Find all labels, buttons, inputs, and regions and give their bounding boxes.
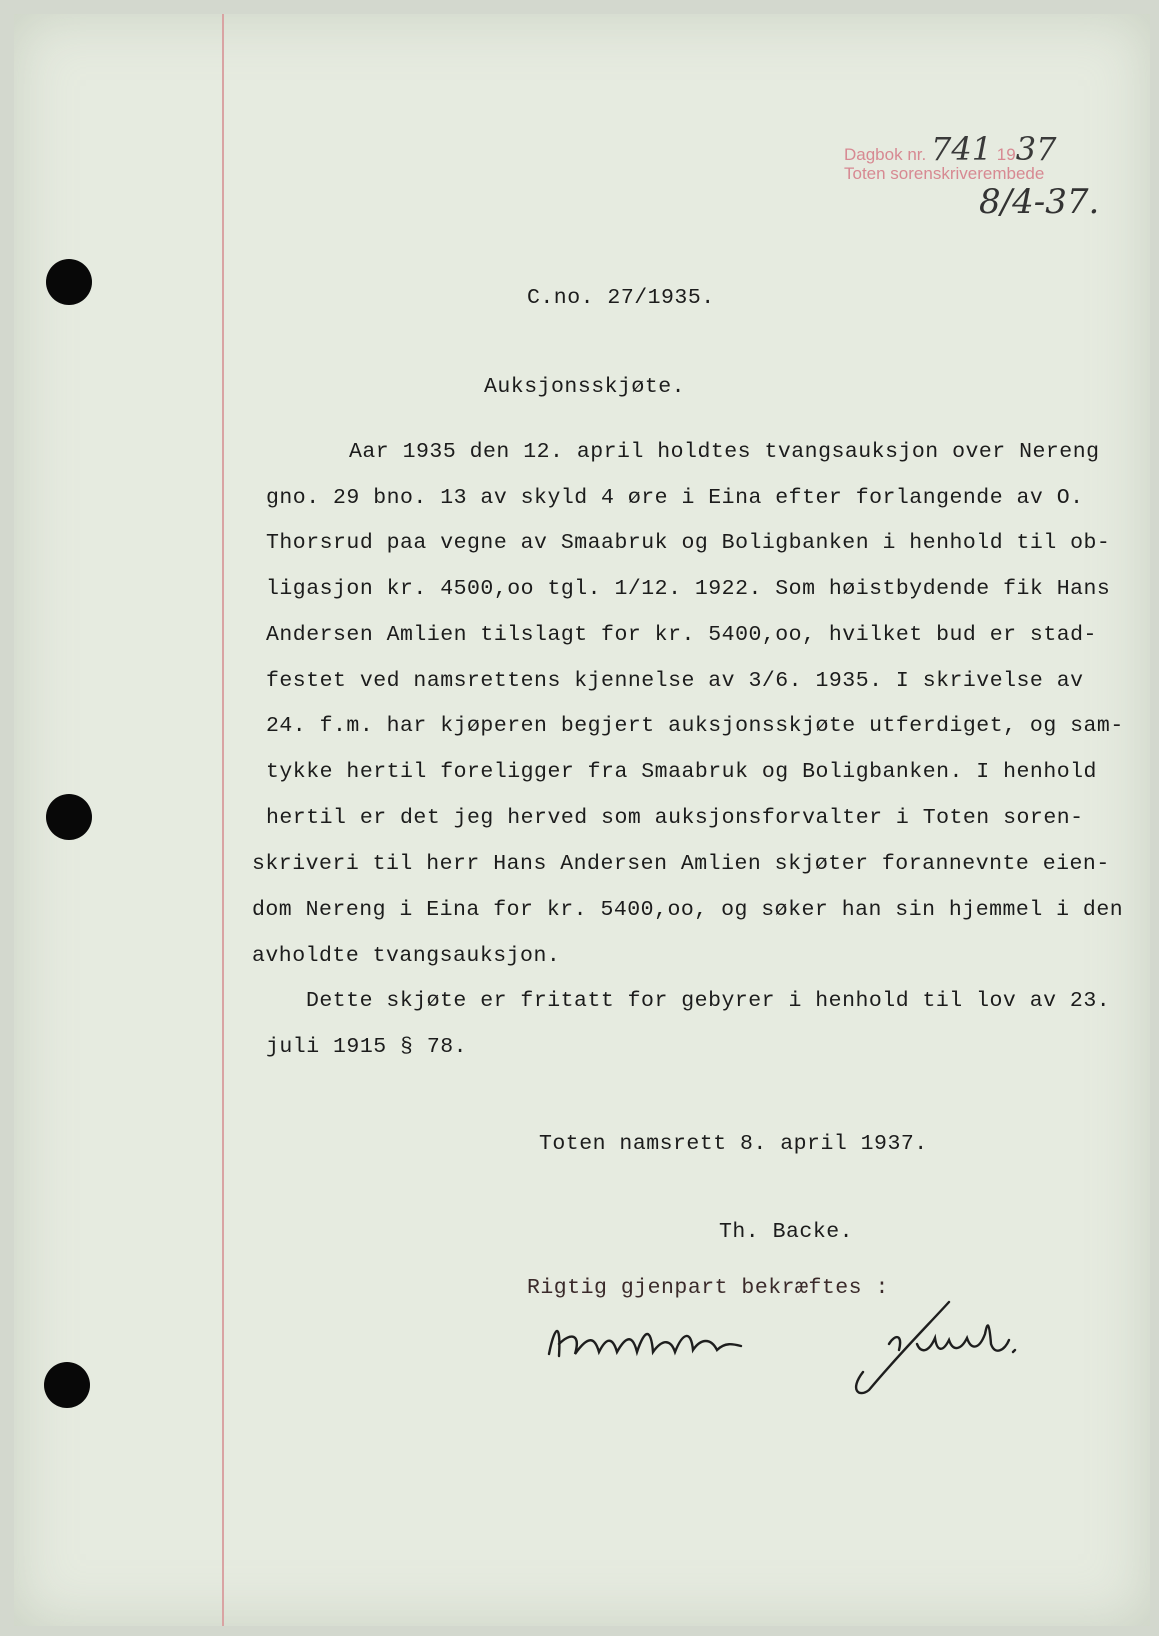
stamp-date: 8/4-37. — [979, 182, 1100, 222]
stamp-label: Dagbok nr. — [844, 145, 927, 164]
signatory-name: Th. Backe. — [719, 1220, 854, 1244]
stamp-line-1 — [844, 130, 1056, 168]
stamp-number: 741 — [930, 130, 993, 168]
case-number: C.no. 27/1935. — [527, 286, 715, 310]
body-line: tykke hertil foreligger fra Smaabruk og Boligbanken. I henhold — [266, 760, 1097, 784]
certification-note: Rigtig gjenpart bekræftes : — [527, 1276, 889, 1300]
body-line: festet ved namsrettens kjennelse av 3/6. 1935. I skrivelse av — [266, 669, 1084, 693]
margin-line — [222, 14, 224, 1626]
body-line: hertil er det jeg herved som auksjonsforvalter i Toten soren- — [266, 806, 1084, 830]
punch-hole — [46, 259, 92, 305]
body-line: ligasjon kr. 4500,oo tgl. 1/12. 1922. Som høistbydende fik Hans — [266, 577, 1111, 601]
stamp-office: Toten sorenskriverembede — [844, 164, 1045, 183]
document-title: Auksjonsskjøte. — [484, 375, 686, 399]
body-line: skriveri til herr Hans Andersen Amlien skjøter forannevnte eien- — [252, 852, 1110, 876]
body-line: dom Nereng i Eina for kr. 5400,oo, og søker han sin hjemmel i den — [252, 898, 1124, 922]
handwritten-signature-1 — [541, 1314, 751, 1374]
closing-line: juli 1915 § 78. — [266, 1035, 468, 1059]
place-date: Toten namsrett 8. april 1937. — [539, 1132, 928, 1156]
body-line: Thorsrud paa vegne av Smaabruk og Boligbanken i henhold til ob- — [266, 531, 1111, 555]
body-line: Andersen Amlien tilslagt for kr. 5400,oo, hvilket bud er stad- — [266, 623, 1097, 647]
closing-line: Dette skjøte er fritatt for gebyrer i henhold til lov av 23. — [306, 989, 1111, 1013]
handwritten-signature-2 — [829, 1294, 1039, 1404]
body-line: avholdte tvangsauksjon. — [252, 944, 561, 968]
punch-hole — [44, 1362, 90, 1408]
body-line: gno. 29 bno. 13 av skyld 4 øre i Eina efter forlangende av O. — [266, 486, 1084, 510]
body-line: 24. f.m. har kjøperen begjert auksjonsskjøte utferdiget, og sam- — [266, 714, 1124, 738]
body-line: Aar 1935 den 12. april holdtes tvangsauksjon over Nereng — [349, 440, 1100, 464]
stamp-year-prefix: 19 — [996, 145, 1016, 164]
document-page — [14, 14, 1150, 1626]
punch-hole — [46, 794, 92, 840]
stamp-year-suffix: 37 — [1015, 130, 1057, 168]
